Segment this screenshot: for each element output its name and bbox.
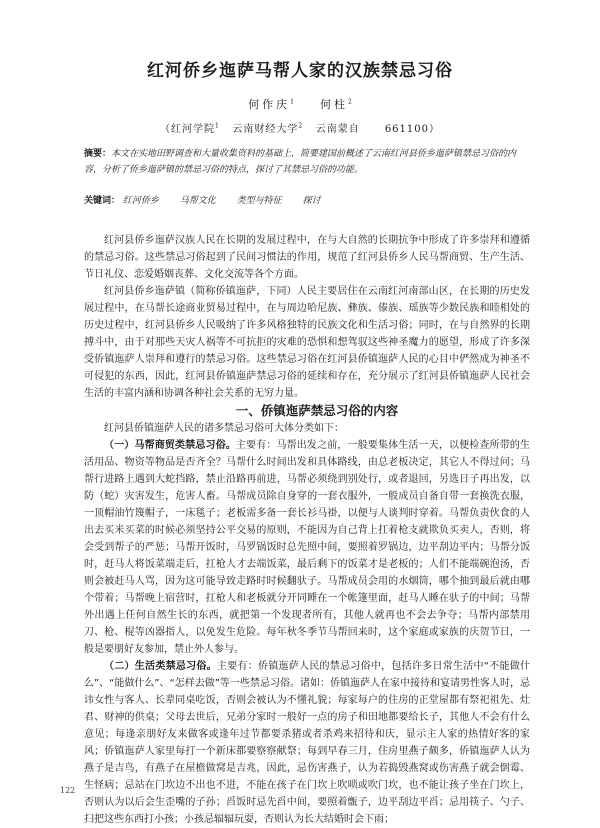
- keyword: 红河侨乡: [122, 196, 159, 206]
- affiliation-line: [0, 120, 600, 135]
- author-name: 何作庆: [248, 98, 291, 111]
- affil-close: ）: [429, 124, 440, 135]
- keyword: 探讨: [302, 196, 321, 206]
- institution: 红河学院: [170, 124, 215, 135]
- body-text: [84, 232, 530, 828]
- author-name: 何柱: [320, 98, 348, 111]
- affil-open: （: [159, 124, 171, 135]
- abstract-text: 本文在实地田野调查和大量收集资料的基础上，简要建国前概述了云南红河县侨乡迤萨镇禁忌习俗的内容，分析了侨乡迤萨镇的禁忌习俗的特点，探讨了其禁忌习俗的功能。: [84, 149, 517, 175]
- subsection-text: 主要有：马帮出发之前，一般要集体生活一天，以便检查所带的生活用品、物资等物品是否齐全？马帮什么时间出发和具体路线，由总老板决定，其它人不得过问；马帮行进路上遇到大蛇挡路，禁止沿路再前进，马帮必须绕到别处行，或者退回，另选日子再出发，以防（蛇）灾害发生，危害人畜。马帮成员除自身穿的一套衣服外，一般成员自备自带一套换洗衣服，一顶帽油竹篾帽子，一床毯子；老板需多备一套长衫马褂，以便与人谈判时穿着。马帮负责伙食的人出去买米买菜的时候必须坚持公平交易的原则，不能因为自己背上扛着枪支就欺负买卖人，否则，将会受到帮子的严惩；马帮开饭时，马罗锅饭时总先照中间，要照着罗锅边，边平刮边平内；马帮分饭时，赶马人将饭菜端走后，扛枪人才去端饭菜，最后剩下的饭菜才是老板的；人们不能端碗泡汤，否则会被赶马人骂，因为这可能导致走路时时候翻驮子。马帮成员会用的水烟筒，哪个抽到最后就由哪个带着；马帮晚上宿营时，扛枪人和老板就分开同睡在一个帐篷里面，赶马人睡在驮子的中间；马帮外出遇上任何自然生长的东西，就把第一个发现者所有，其他人就再也不会去争夺；马帮内部禁用刀、枪、棍等凶器指人，以免发生危险。每年秋冬季节马帮回来时，这个家庭或家族的庆贺节日，一般是要朋好友参加，禁止外人参与。: [84, 440, 531, 655]
- subsection-paragraph: [84, 658, 530, 828]
- page-number: 122: [60, 786, 76, 795]
- keyword: 马帮文化: [179, 196, 216, 206]
- keyword: 类型与特征: [236, 196, 282, 206]
- institution-sup: 2: [298, 122, 304, 130]
- zip-code: 661100: [384, 124, 429, 135]
- intro-paragraph: 红河县侨乡迤萨镇（简称侨镇迤萨，下同）人民主要居住在云南红河南部山区，在长期的历史发展过程中，在马帮长途商业贸易过程中，在与周边哈尼族、彝族、傣族、瑶族等少数民族和睦相处的历史过程中，红河县侨乡人民吸纳了许多风格独特的民族文化和生活习俗；同时，在与自然界的长期搏斗中，由于对那些天灾人祸等不可抗拒的灾难的恐惧和想驾驭这些神圣魔力的愿望，形成了许多深受侨镇迤萨人崇拜和遵行的禁忌习俗。这些禁忌习俗在红河县侨镇迤萨人民的心目中俨然成为神圣不可侵犯的东西，因此，红河县侨镇迤萨禁忌习俗的延续和存在，充分展示了红河县侨镇迤萨人民社会生活的丰富内涵和协调各种社会关系的无穷力量。: [84, 286, 530, 399]
- keywords: [84, 193, 520, 206]
- subsection-title: （二）生活类禁忌习俗。: [104, 661, 217, 672]
- place: 云南蒙自: [315, 124, 360, 135]
- author-sup: 1: [290, 98, 294, 106]
- paper-title: 红河侨乡迤萨马帮人家的汉族禁忌习俗: [147, 61, 453, 81]
- institution-sup: 1: [214, 122, 220, 130]
- institution: 云南财经大学: [232, 124, 299, 135]
- author-sup: 2: [348, 98, 352, 106]
- keywords-label: 关键词：: [84, 196, 121, 206]
- intro-paragraph: 红河县侨乡迤萨汉族人民在长期的发展过程中，在与大自然的长期抗争中形成了许多崇拜和遵循的禁忌习俗。这些禁忌习俗起到了民间习惯法的作用，规范了红河县侨乡人民马帮商贸、生产生活、节日礼仪、恋爱婚姻丧葬、文化交流等各个方面。: [84, 235, 530, 280]
- abstract-label: 摘要：: [84, 149, 112, 159]
- subsection-text: 主要有：侨镇迤萨人民的禁忌习俗中，包括许多日常生活中“不能做什么”、“能做什么”、“怎样去做”等一些禁忌习俗。诸如：侨镇迤萨人在家中接待和宴请男性客人时，忌讳女性与客人、长辈同桌吃饭，否则会被认为不懂礼貌；每家每户的住房的正堂屋都有祭祀祖先、灶君、财神的供桌；父母去世后，兄弟分家时一般好一点的房子和田地都要给长子，其他人不会有什么意见；每逢亲朋好友来做客或逢年过节都要杀猪或者杀鸡来招待和庆，显示主人家的热情好客的家风；侨镇迤萨人家里每打一个新床都要察察献祭；每到早春三月，住房里燕子颇多，侨镇迤萨人认为燕子是吉鸟，有燕子在屋檐做窝是吉兆，因此，忌伤害燕子，认为若捣毁燕窝或伤害燕子就会倒霉、生怪病；忌站在门坎边不出也不进，不能在孩子在门坎上吹唢或吹门坎，也不能让孩子坐在门坎上，否则认为以后会生歪嘴的子孙；舀饭时忌先舀中间，要照着甑子，边平刮边平舀；忌用筷子、勺子、扫把这些东西打小孩；小孩忌辐辐玩耍，否则认为长大结婚时会下雨；: [84, 661, 530, 825]
- subsection-paragraph: [84, 437, 530, 658]
- section-heading: 一、侨镇迤萨禁忌习俗的内容: [235, 403, 399, 418]
- author-line: [0, 96, 600, 112]
- abstract: [84, 146, 520, 178]
- subsection-title: （一）马帮商贸类禁忌习俗。: [104, 440, 236, 451]
- section-lead: 红河县侨镇迤萨人民的诸多禁忌习俗可大体分类如下：: [104, 423, 344, 434]
